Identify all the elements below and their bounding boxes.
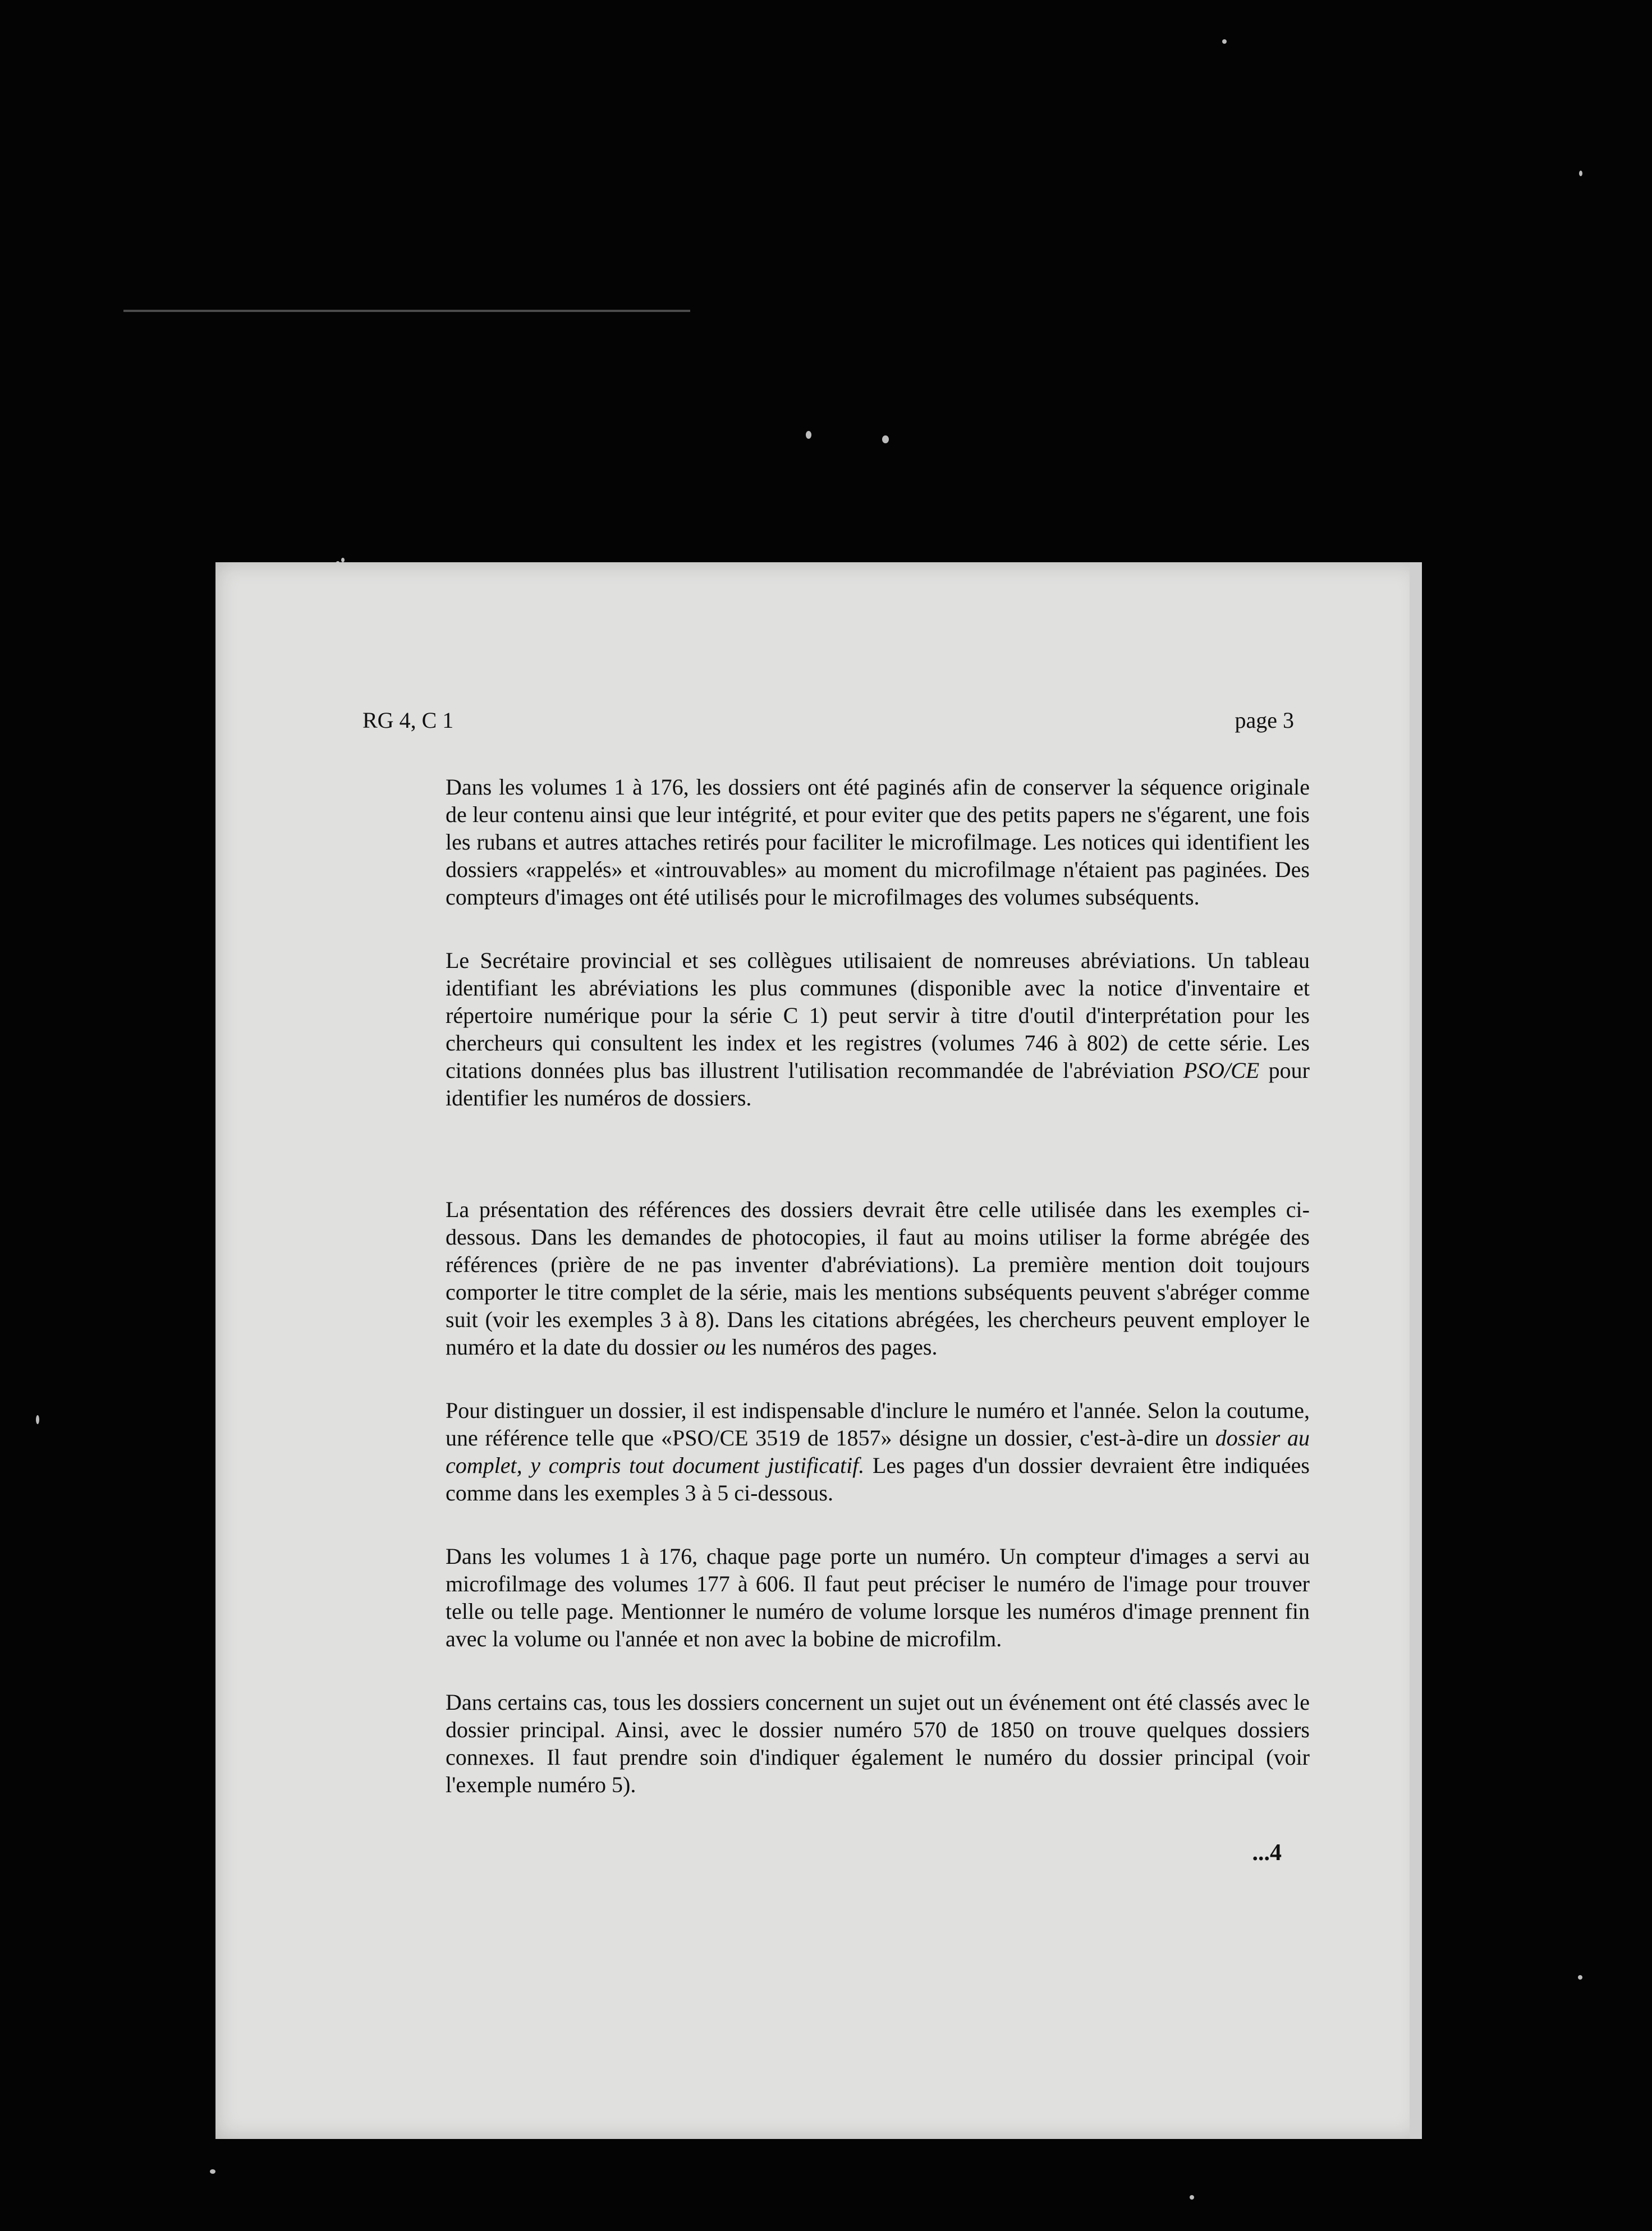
text-run: Dans les volumes 1 à 176, chaque page porte un numéro. Un compteur d'images a servi au microfilmage des volumes 177 à 606. Il faut peut préciser le numéro de l'image pour trouver telle ou telle page. Mentionner le numéro de volume lorsque les numéros d'image prennent fin avec la volume ou l'année et non avec la bobine de microfilm. <box>446 1544 1310 1651</box>
text-run: Dans les volumes 1 à 176, les dossiers ont été paginés afin de conserver la séquence originale de leur contenu ainsi que leur intégrité, et pour eviter que des petits papers ne s'égarent, une fois les rubans et autres attaches retirés pour faciliter le microfilmage. Les notices qui identifient les dossiers «rappelés» et «introuvables» au moment du microfilmage n'étaient pas paginées. Des compteurs d'images ont été utilisés pour le microfilmages des volumes subséquents. <box>446 774 1310 910</box>
paragraph <box>446 947 1310 1112</box>
film-speck <box>806 431 811 439</box>
film-speck <box>36 1415 39 1424</box>
paper-edge <box>1410 562 1422 2139</box>
document-body <box>446 773 1310 1834</box>
film-speck <box>341 558 345 562</box>
film-speck <box>882 435 889 443</box>
text-run: Les pages d'un dossier devraient être indiquées comme dans les exemples 3 à 5 ci-dessous. <box>446 1453 1310 1505</box>
paragraph <box>446 1543 1310 1652</box>
text-run: Pour distinguer un dossier, il est indispensable d'inclure le numéro et l'année. Selon la coutume, une référence telle que «PSO/CE 3519 de 1857» désigne un dossier, c'est-à-dire un <box>446 1398 1310 1450</box>
text-run: les numéros des pages. <box>726 1334 938 1360</box>
paragraph <box>446 1688 1310 1798</box>
series-reference: RG 4, C 1 <box>362 708 454 733</box>
text-run: La présentation des références des dossiers devrait être celle utilisée dans les exemples ci-dessous. Dans les demandes de photocopies, il faut au moins utiliser la forme abrégée des références (prière de ne pas inventer d'abréviations). La première mention doit toujours comporter le titre complet de la série, mais les mentions subséquents peuvent s'abréger comme suit (voir les exemples 3 à 8). Dans les citations abrégées, les chercheurs peuvent employer le numéro et la date du dossier <box>446 1197 1310 1360</box>
film-speck <box>1579 171 1582 176</box>
text-run: Dans certains cas, tous les dossiers concernent un sujet out un événement ont été classés avec le dossier principal. Ainsi, avec le dossier numéro 570 de 1850 on trouve quelques dossiers connexes. Il faut prendre soin d'indiquer également le numéro du dossier principal (voir l'exemple numéro 5). <box>446 1690 1310 1797</box>
film-scratch <box>123 310 690 312</box>
film-speck <box>1578 1975 1582 1980</box>
text-run: Le Secrétaire provincial et ses collègues utilisaient de nomreuses abréviations. Un tableau identifiant les abréviations les plus communes (disponible avec la notice d'inventaire et répertoire numérique pour la série C 1) peut servir à titre d'outil d'interprétation pour les chercheurs qui consultent les index et les registres (volumes 746 à 802) de cette série. Les citations données plus bas illustrent l'utilisation recommandée de l'abréviation <box>446 948 1310 1083</box>
film-speck <box>210 2169 215 2174</box>
paragraph <box>446 773 1310 911</box>
paragraph <box>446 1196 1310 1361</box>
text-run: pour identifier les numéros de dossiers. <box>446 1058 1310 1110</box>
italic-text-run: ou <box>703 1334 726 1360</box>
paragraph <box>446 1397 1310 1507</box>
document-page <box>215 562 1422 2139</box>
page-header <box>362 707 1294 741</box>
italic-text-run: dossier au complet, y compris tout document justificatif. <box>446 1425 1310 1478</box>
page-number: page 3 <box>1235 708 1294 733</box>
italic-text-run: PSO/CE <box>1183 1058 1260 1083</box>
film-speck <box>1190 2195 1194 2200</box>
continuation-marker: ...4 <box>1252 1840 1282 1866</box>
film-speck <box>1222 39 1227 44</box>
